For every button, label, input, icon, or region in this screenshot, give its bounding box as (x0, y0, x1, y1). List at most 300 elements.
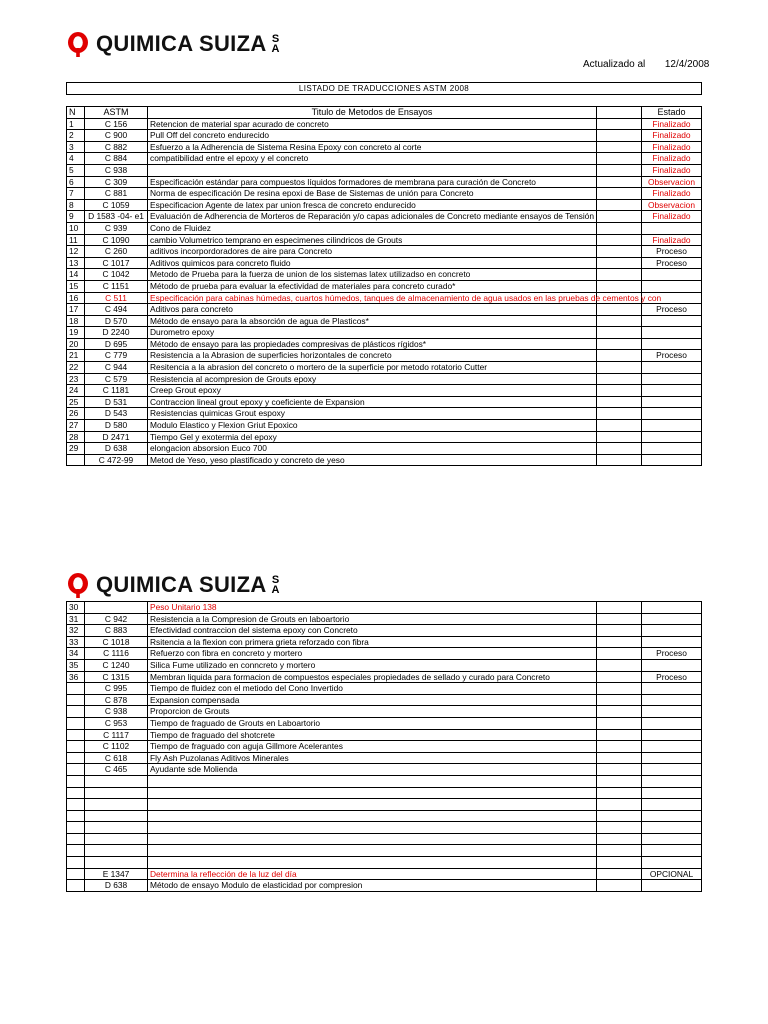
method-title: Método de ensayo Modulo de elasticidad por compresion (148, 880, 597, 892)
method-title: Método de prueba para evaluar la efectividad de materiales para concreto curado* (148, 280, 597, 292)
empty-cell (597, 857, 642, 869)
empty-cell (597, 118, 642, 130)
method-title: Tiempo de fraguado del shotcrete (148, 729, 597, 741)
method-title: Método de ensayo para la absorción de agua de Plasticos* (148, 315, 597, 327)
table-row (67, 408, 702, 420)
empty-cell (597, 602, 642, 614)
table-row (67, 625, 702, 637)
row-number: 1 (67, 118, 85, 130)
row-number (67, 857, 85, 869)
method-title: Resitencia a la abrasion del concreto o mortero de la superficie por metodo rotatorio Cutter (148, 362, 597, 374)
row-number: 14 (67, 269, 85, 281)
method-title (148, 833, 597, 845)
astm-code: C 1116 (85, 648, 148, 660)
header-astm: ASTM (85, 107, 148, 119)
row-number: 4 (67, 153, 85, 165)
empty-cell (597, 188, 642, 200)
method-title: Aditivos para concreto (148, 304, 597, 316)
status-cell (642, 822, 702, 834)
status-cell (642, 775, 702, 787)
row-number (67, 729, 85, 741)
status-cell (642, 408, 702, 420)
astm-code: C 944 (85, 362, 148, 374)
table-row (67, 717, 702, 729)
method-title: Peso Unitario 138 (148, 602, 597, 614)
empty-cell (597, 304, 642, 316)
empty-cell (597, 280, 642, 292)
status-cell: Proceso (642, 246, 702, 258)
row-number (67, 845, 85, 857)
status-cell (642, 764, 702, 776)
astm-code (85, 799, 148, 811)
astm-code: C 995 (85, 683, 148, 695)
empty-cell (597, 431, 642, 443)
method-title: elongacion absorsion Euco 700 (148, 443, 597, 455)
empty-cell (597, 822, 642, 834)
status-cell (642, 625, 702, 637)
table-row (67, 659, 702, 671)
astm-code (85, 857, 148, 869)
table-row (67, 188, 702, 200)
method-title: Silica Fume utilizado en conncreto y mortero (148, 659, 597, 671)
row-number: 15 (67, 280, 85, 292)
method-title: Especificacion Agente de latex par union fresca de concreto endurecido (148, 199, 597, 211)
astm-code: C 1151 (85, 280, 148, 292)
row-number: 21 (67, 350, 85, 362)
company-logo-page2 (66, 572, 279, 598)
status-cell: Proceso (642, 257, 702, 269)
row-number: 28 (67, 431, 85, 443)
table-row (67, 602, 702, 614)
method-title: Modulo Elastico y Flexion Griut Epoxico (148, 420, 597, 432)
table-row (67, 373, 702, 385)
row-number: 2 (67, 130, 85, 142)
empty-cell (597, 683, 642, 695)
astm-code: C 1018 (85, 636, 148, 648)
table-row (67, 741, 702, 753)
table-header-row (67, 107, 702, 119)
astm-code: E 1347 (85, 868, 148, 880)
row-number: 25 (67, 396, 85, 408)
row-number: 36 (67, 671, 85, 683)
empty-cell (597, 764, 642, 776)
astm-code (85, 810, 148, 822)
astm-code: C 1090 (85, 234, 148, 246)
method-title: Tiempo Gel y exotermia del epoxy (148, 431, 597, 443)
method-title: Método de ensayo para las propiedades compresivas de plásticos rígidos* (148, 338, 597, 350)
method-title: Norma de especificación De resina epoxi de Base de Sistemas de unión para Concreto (148, 188, 597, 200)
table-row (67, 141, 702, 153)
row-number: 18 (67, 315, 85, 327)
table-row (67, 420, 702, 432)
status-cell (642, 362, 702, 374)
empty-cell (597, 625, 642, 637)
row-number (67, 741, 85, 753)
astm-code: D 543 (85, 408, 148, 420)
status-cell (642, 799, 702, 811)
table-row (67, 845, 702, 857)
table-row (67, 153, 702, 165)
row-number: 30 (67, 602, 85, 614)
translations-table (66, 106, 702, 466)
method-title: Rsitencia a la flexion con primera grieta reforzado con fibra (148, 636, 597, 648)
astm-code: C 779 (85, 350, 148, 362)
row-number: 20 (67, 338, 85, 350)
empty-cell (597, 385, 642, 397)
row-number: 3 (67, 141, 85, 153)
table-row (67, 280, 702, 292)
company-logo (66, 31, 279, 57)
empty-cell (597, 153, 642, 165)
empty-cell (597, 880, 642, 892)
row-number: 7 (67, 188, 85, 200)
empty-cell (597, 234, 642, 246)
status-cell (642, 420, 702, 432)
astm-code: C 156 (85, 118, 148, 130)
quimica-suiza-logo-icon (66, 31, 90, 57)
method-title (148, 845, 597, 857)
table-row (67, 799, 702, 811)
empty-cell (597, 141, 642, 153)
table-row (67, 431, 702, 443)
table-row (67, 454, 702, 466)
status-cell (642, 787, 702, 799)
status-cell (642, 222, 702, 234)
astm-code: C 260 (85, 246, 148, 258)
astm-code: C 900 (85, 130, 148, 142)
empty-cell (597, 454, 642, 466)
row-number (67, 694, 85, 706)
status-cell (642, 431, 702, 443)
header-n: N (67, 107, 85, 119)
astm-code: C 494 (85, 304, 148, 316)
table-row (67, 729, 702, 741)
empty-cell (597, 350, 642, 362)
empty-cell (597, 199, 642, 211)
status-cell (642, 845, 702, 857)
table-row (67, 269, 702, 281)
empty-cell (597, 176, 642, 188)
empty-cell (597, 659, 642, 671)
table-row (67, 176, 702, 188)
method-title: Resistencia a la Abrasion de superficies horizontales de concreto (148, 350, 597, 362)
astm-code: C 1240 (85, 659, 148, 671)
empty-cell (597, 845, 642, 857)
empty-cell (597, 257, 642, 269)
row-number: 13 (67, 257, 85, 269)
empty-cell (597, 810, 642, 822)
empty-cell (597, 648, 642, 660)
status-cell: Proceso (642, 648, 702, 660)
method-title: Determina la reflección de la luz del día (148, 868, 597, 880)
table-row (67, 292, 702, 304)
row-number: 19 (67, 327, 85, 339)
method-title: Efectividad contraccion del sistema epoxy con Concreto (148, 625, 597, 637)
method-title: Retencion de material spar acurado de concreto (148, 118, 597, 130)
method-title: Ayudante sde Molienda (148, 764, 597, 776)
method-title: Resistencia al acompresion de Grouts epoxy (148, 373, 597, 385)
row-number: 22 (67, 362, 85, 374)
method-title: Resistencia a la Compresion de Grouts en laboartorio (148, 613, 597, 625)
status-cell: Finalizado (642, 141, 702, 153)
method-title (148, 822, 597, 834)
status-cell (642, 613, 702, 625)
status-cell: Finalizado (642, 153, 702, 165)
table-row (67, 752, 702, 764)
status-cell: Finalizado (642, 211, 702, 223)
header-title: Titulo de Metodos de Ensayos (148, 107, 597, 119)
method-title: Evaluación de Adherencia de Morteros de Reparación y/o capas adicionales de Concreto mediante ensayos de Tensión (148, 211, 597, 223)
empty-cell (597, 269, 642, 281)
method-title: Resistencias quimicas Grout espoxy (148, 408, 597, 420)
table-row (67, 613, 702, 625)
table-row (67, 338, 702, 350)
row-number: 8 (67, 199, 85, 211)
method-title: aditivos incorpordoradores de aire para Concreto (148, 246, 597, 258)
astm-code: D 638 (85, 880, 148, 892)
method-title: cambio Volumetrico temprano en especimenes cilindricos de Grouts (148, 234, 597, 246)
table-row (67, 130, 702, 142)
empty-cell (597, 717, 642, 729)
row-number (67, 775, 85, 787)
table-row (67, 648, 702, 660)
astm-code: C 618 (85, 752, 148, 764)
status-cell (642, 833, 702, 845)
empty-cell (597, 327, 642, 339)
row-number: 11 (67, 234, 85, 246)
status-cell (642, 729, 702, 741)
row-number (67, 810, 85, 822)
table-row (67, 706, 702, 718)
method-title: Metod de Yeso, yeso plastificado y concreto de yeso (148, 454, 597, 466)
table-row (67, 857, 702, 869)
astm-code (85, 787, 148, 799)
table-row (67, 211, 702, 223)
row-number (67, 880, 85, 892)
status-cell (642, 880, 702, 892)
row-number: 26 (67, 408, 85, 420)
method-title: Esfuerzo a la Adherencia de Sistema Resina Epoxy con concreto al corte (148, 141, 597, 153)
astm-code: C 1181 (85, 385, 148, 397)
row-number (67, 683, 85, 695)
empty-cell (597, 706, 642, 718)
empty-cell (597, 373, 642, 385)
status-cell (642, 683, 702, 695)
empty-cell (597, 671, 642, 683)
row-number: 31 (67, 613, 85, 625)
row-number: 17 (67, 304, 85, 316)
empty-cell (597, 775, 642, 787)
status-cell: Observacion (642, 199, 702, 211)
method-title: Creep Grout epoxy (148, 385, 597, 397)
method-title: Metodo de Prueba para la fuerza de union de los sistemas latex utilizadso en concreto (148, 269, 597, 281)
astm-code: D 570 (85, 315, 148, 327)
astm-code: C 1042 (85, 269, 148, 281)
updated-label: Actualizado al (583, 59, 646, 70)
empty-cell (597, 338, 642, 350)
empty-cell (597, 799, 642, 811)
row-number (67, 799, 85, 811)
astm-code: C 579 (85, 373, 148, 385)
empty-cell (597, 211, 642, 223)
status-cell: Finalizado (642, 188, 702, 200)
row-number: 9 (67, 211, 85, 223)
row-number: 23 (67, 373, 85, 385)
table-row (67, 304, 702, 316)
method-title: Especificación estándar para compuestos líquidos formadores de membrana para curación de Concreto (148, 176, 597, 188)
astm-code (85, 602, 148, 614)
astm-code: C 1102 (85, 741, 148, 753)
table-row (67, 385, 702, 397)
empty-cell (597, 315, 642, 327)
header-state: Estado (642, 107, 702, 119)
method-title: Membran liquida para formacion de compuestos especiales propiedades de sellado y curado para Concreto (148, 671, 597, 683)
row-number: 32 (67, 625, 85, 637)
empty-cell (597, 636, 642, 648)
row-number: 34 (67, 648, 85, 660)
status-cell (642, 327, 702, 339)
astm-code: C 938 (85, 706, 148, 718)
empty-cell (597, 396, 642, 408)
header-gap (597, 107, 642, 119)
row-number: 16 (67, 292, 85, 304)
table-row (67, 199, 702, 211)
table-row (67, 775, 702, 787)
empty-cell (597, 362, 642, 374)
row-number: 24 (67, 385, 85, 397)
method-title: Cono de Fluidez (148, 222, 597, 234)
status-cell (642, 694, 702, 706)
table-row (67, 246, 702, 258)
table-row (67, 833, 702, 845)
table-row (67, 880, 702, 892)
status-cell: Finalizado (642, 130, 702, 142)
astm-code: D 2471 (85, 431, 148, 443)
row-number (67, 787, 85, 799)
status-cell: Proceso (642, 350, 702, 362)
astm-code: C 938 (85, 164, 148, 176)
astm-code: D 1583 -04- e1 (85, 211, 148, 223)
translations-table-page2 (66, 601, 702, 892)
row-number (67, 717, 85, 729)
method-title: Aditivos quimicos para concreto fluido (148, 257, 597, 269)
table-row (67, 234, 702, 246)
astm-code: D 638 (85, 443, 148, 455)
table-row (67, 694, 702, 706)
table-row (67, 327, 702, 339)
status-cell (642, 752, 702, 764)
empty-cell (597, 868, 642, 880)
status-cell (642, 269, 702, 281)
astm-code: C 511 (85, 292, 148, 304)
astm-code: C 465 (85, 764, 148, 776)
astm-code: C 1059 (85, 199, 148, 211)
table-row (67, 118, 702, 130)
row-number: 29 (67, 443, 85, 455)
brand-name: QUIMICA SUIZA (96, 572, 267, 597)
status-cell (642, 706, 702, 718)
method-title (148, 775, 597, 787)
astm-code: C 878 (85, 694, 148, 706)
astm-code: C 881 (85, 188, 148, 200)
row-number (67, 833, 85, 845)
empty-cell (597, 408, 642, 420)
astm-code (85, 775, 148, 787)
status-cell (642, 454, 702, 466)
empty-cell (597, 613, 642, 625)
empty-cell (597, 694, 642, 706)
method-title: compatibilidad entre el epoxy y el concreto (148, 153, 597, 165)
table-row (67, 868, 702, 880)
empty-cell (597, 246, 642, 258)
row-number (67, 822, 85, 834)
method-title: Tiempo de fraguado con aguja Gillmore Acelerantes (148, 741, 597, 753)
empty-cell (597, 164, 642, 176)
status-cell (642, 717, 702, 729)
astm-code: C 309 (85, 176, 148, 188)
status-cell: Finalizado (642, 164, 702, 176)
status-cell (642, 373, 702, 385)
astm-code: C 472-99 (85, 454, 148, 466)
row-number: 6 (67, 176, 85, 188)
status-cell (642, 280, 702, 292)
empty-cell (597, 443, 642, 455)
astm-code: C 882 (85, 141, 148, 153)
empty-cell (597, 741, 642, 753)
empty-cell (597, 833, 642, 845)
row-number (67, 454, 85, 466)
brand-suffix: S A (271, 574, 280, 596)
status-cell: Finalizado (642, 234, 702, 246)
astm-code: D 695 (85, 338, 148, 350)
astm-code: D 580 (85, 420, 148, 432)
astm-code: C 883 (85, 625, 148, 637)
row-number (67, 764, 85, 776)
method-title: Contraccion lineal grout epoxy y coeficiente de Expansion (148, 396, 597, 408)
row-number: 33 (67, 636, 85, 648)
status-cell (642, 315, 702, 327)
status-cell (642, 602, 702, 614)
table-row (67, 443, 702, 455)
method-title: Tiempo de fluidez con el metiodo del Cono Invertido (148, 683, 597, 695)
empty-cell (597, 729, 642, 741)
empty-cell (597, 130, 642, 142)
empty-cell (597, 222, 642, 234)
astm-code: C 884 (85, 153, 148, 165)
method-title: Refuerzo con fibra en concreto y mortero (148, 648, 597, 660)
table-row (67, 396, 702, 408)
row-number (67, 752, 85, 764)
method-title: Pull Off del concreto endurecido (148, 130, 597, 142)
status-cell (642, 338, 702, 350)
table-row (67, 683, 702, 695)
table-row (67, 315, 702, 327)
row-number: 10 (67, 222, 85, 234)
astm-code (85, 833, 148, 845)
astm-code: C 1017 (85, 257, 148, 269)
method-title: Expansion compensada (148, 694, 597, 706)
updated-line (583, 59, 709, 70)
table-row (67, 822, 702, 834)
table-row (67, 350, 702, 362)
method-title (148, 810, 597, 822)
row-number (67, 706, 85, 718)
status-cell: OPCIONAL (642, 868, 702, 880)
method-title: Durometro epoxy (148, 327, 597, 339)
brand-name: QUIMICA SUIZA (96, 31, 267, 56)
updated-date: 12/4/2008 (664, 59, 710, 70)
empty-cell (597, 787, 642, 799)
